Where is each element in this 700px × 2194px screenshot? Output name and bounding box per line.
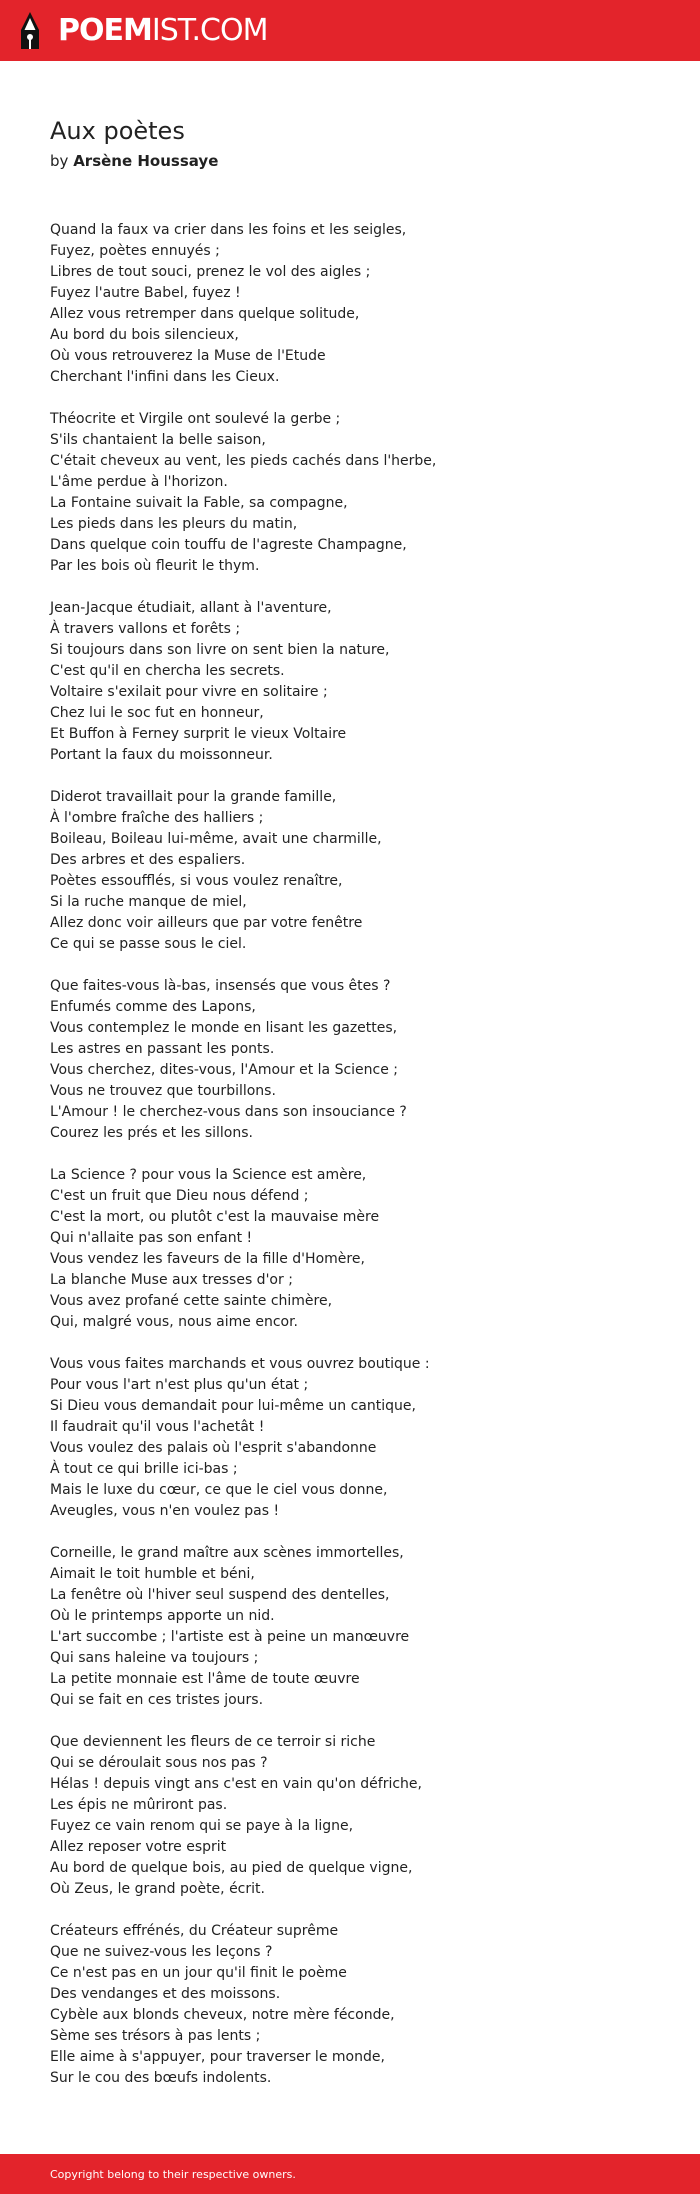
poem-line: Si Dieu vous demandait pour lui-même un cantique, xyxy=(50,1398,416,1414)
poem-line: Vous cherchez, dites-vous, l'Amour et la Science ; xyxy=(50,1062,399,1078)
site-logo-link[interactable] xyxy=(16,10,267,52)
poem-line: L'art succombe ; l'artiste est à peine un manœuvre xyxy=(50,1629,410,1645)
poem-line: Elle aime à s'appuyer, pour traverser le monde, xyxy=(50,2049,385,2065)
poem-stanza xyxy=(50,1354,650,1522)
poem-body xyxy=(50,220,650,2089)
poem-stanza xyxy=(50,598,650,766)
logo-light-text: IST.COM xyxy=(151,13,268,48)
poem-line: Chez lui le soc fut en honneur, xyxy=(50,705,264,721)
poem-line: Enfumés comme des Lapons, xyxy=(50,999,256,1015)
poem-line: Cybèle aux blonds cheveux, notre mère féconde, xyxy=(50,2007,395,2023)
poem-line: Des vendanges et des moissons. xyxy=(50,1986,281,2002)
poem-line: C'est qu'il en chercha les secrets. xyxy=(50,663,285,679)
poem-line: Qui sans haleine va toujours ; xyxy=(50,1650,259,1666)
poem-line: Diderot travaillait pour la grande famille, xyxy=(50,789,337,805)
poem-line: Des arbres et des espaliers. xyxy=(50,852,246,868)
poem-line: Boileau, Boileau lui-même, avait une charmille, xyxy=(50,831,382,847)
poem-line: Aimait le toit humble et béni, xyxy=(50,1566,255,1582)
poem-line: Qui, malgré vous, nous aime encor. xyxy=(50,1314,299,1330)
poem-content xyxy=(50,112,650,2110)
poem-line: Aveugles, vous n'en voulez pas ! xyxy=(50,1503,280,1519)
poem-line: Vous vendez les faveurs de la fille d'Homère, xyxy=(50,1251,365,1267)
poem-line: C'est la mort, ou plutôt c'est la mauvaise mère xyxy=(50,1209,380,1225)
poem-line: Mais le luxe du cœur, ce que le ciel vous donne, xyxy=(50,1482,388,1498)
poem-line: La Science ? pour vous la Science est amère, xyxy=(50,1167,367,1183)
poem-line: La petite monnaie est l'âme de toute œuvre xyxy=(50,1671,360,1687)
poem-line: Fuyez ce vain renom qui se paye à la ligne, xyxy=(50,1818,354,1834)
poem-line: Corneille, le grand maître aux scènes immortelles, xyxy=(50,1545,404,1561)
poem-line: À l'ombre fraîche des halliers ; xyxy=(50,810,264,826)
poem-line: Vous voulez des palais où l'esprit s'abandonne xyxy=(50,1440,377,1456)
poem-line: Jean-Jacque étudiait, allant à l'aventure, xyxy=(50,600,332,616)
poem-line: L'âme perdue à l'horizon. xyxy=(50,474,228,490)
poem-line: Théocrite et Virgile ont soulevé la gerbe ; xyxy=(50,411,341,427)
poem-line: Allez donc voir ailleurs que par votre fenêtre xyxy=(50,915,363,931)
poem-line: L'Amour ! le cherchez-vous dans son insouciance ? xyxy=(50,1104,407,1120)
poem-stanza xyxy=(50,1732,650,1900)
poem-stanza xyxy=(50,1543,650,1711)
poem-line: Fuyez l'autre Babel, fuyez ! xyxy=(50,285,241,301)
poem-author: Arsène Houssaye xyxy=(73,152,219,170)
poem-line: Sème ses trésors à pas lents ; xyxy=(50,2028,261,2044)
poem-line: Dans quelque coin touffu de l'agreste Champagne, xyxy=(50,537,407,553)
poem-line: Vous contemplez le monde en lisant les gazettes, xyxy=(50,1020,398,1036)
poem-line: La fenêtre où l'hiver seul suspend des dentelles, xyxy=(50,1587,390,1603)
poem-line: Vous vous faites marchands et vous ouvrez boutique : xyxy=(50,1356,430,1372)
poem-line: Cherchant l'infini dans les Cieux. xyxy=(50,369,280,385)
poem-line: Où vous retrouverez la Muse de l'Etude xyxy=(50,348,326,364)
poem-title: Aux poètes xyxy=(50,117,185,145)
poem-line: Portant la faux du moissonneur. xyxy=(50,747,273,763)
site-footer xyxy=(0,2154,700,2194)
poem-line: Au bord du bois silencieux, xyxy=(50,327,239,343)
poem-line: Que deviennent les fleurs de ce terroir si riche xyxy=(50,1734,376,1750)
poem-line: À travers vallons et forêts ; xyxy=(50,621,241,637)
poem-line: Ce qui se passe sous le ciel. xyxy=(50,936,247,952)
poem-line: Courez les prés et les sillons. xyxy=(50,1125,253,1141)
poem-stanza xyxy=(50,1165,650,1333)
logo-bold-text: POEM xyxy=(58,13,152,48)
poem-stanza xyxy=(50,1921,650,2089)
poem-stanza xyxy=(50,976,650,1144)
poem-stanza xyxy=(50,787,650,955)
poem-line: Vous ne trouvez que tourbillons. xyxy=(50,1083,276,1099)
poem-line: Qui se déroulait sous nos pas ? xyxy=(50,1755,268,1771)
poem-line: Où Zeus, le grand poète, écrit. xyxy=(50,1881,265,1897)
poem-line: Et Buffon à Ferney surprit le vieux Voltaire xyxy=(50,726,347,742)
poem-line: Ce n'est pas en un jour qu'il finit le poème xyxy=(50,1965,347,1981)
poem-line: Si toujours dans son livre on sent bien la nature, xyxy=(50,642,390,658)
poem-line: Il faudrait qu'il vous l'achetât ! xyxy=(50,1419,265,1435)
by-label: by xyxy=(50,152,69,170)
poem-line: Que faites-vous là-bas, insensés que vous êtes ? xyxy=(50,978,391,994)
poem-line: Les épis ne mûriront pas. xyxy=(50,1797,228,1813)
poem-byline xyxy=(50,150,650,172)
poem-line: Sur le cou des bœufs indolents. xyxy=(50,2070,272,2086)
poem-line: La Fontaine suivait la Fable, sa compagne, xyxy=(50,495,348,511)
poem-stanza xyxy=(50,409,650,577)
poem-line: Où le printemps apporte un nid. xyxy=(50,1608,275,1624)
poem-line: Que ne suivez-vous les leçons ? xyxy=(50,1944,273,1960)
site-header xyxy=(0,0,700,61)
poem-line: Créateurs effrénés, du Créateur suprême xyxy=(50,1923,339,1939)
poem-line: C'est un fruit que Dieu nous défend ; xyxy=(50,1188,309,1204)
poem-line: Allez vous retremper dans quelque solitude, xyxy=(50,306,360,322)
poem-line: Pour vous l'art n'est plus qu'un état ; xyxy=(50,1377,309,1393)
site-logo-text xyxy=(58,13,268,48)
poem-line: Qui n'allaite pas son enfant ! xyxy=(50,1230,253,1246)
poem-line: La blanche Muse aux tresses d'or ; xyxy=(50,1272,293,1288)
poem-line: Quand la faux va crier dans les foins et les seigles, xyxy=(50,222,407,238)
poem-line: Fuyez, poètes ennuyés ; xyxy=(50,243,220,259)
copyright-text: Copyright belong to their respective owners. xyxy=(50,2168,296,2181)
poem-line: C'était cheveux au vent, les pieds cachés dans l'herbe, xyxy=(50,453,437,469)
poem-line: Vous avez profané cette sainte chimère, xyxy=(50,1293,333,1309)
poem-line: Au bord de quelque bois, au pied de quelque vigne, xyxy=(50,1860,413,1876)
poem-line: Libres de tout souci, prenez le vol des aigles ; xyxy=(50,264,371,280)
pen-nib-icon xyxy=(16,11,44,51)
poem-line: Hélas ! depuis vingt ans c'est en vain qu'on défriche, xyxy=(50,1776,422,1792)
poem-line: À tout ce qui brille ici-bas ; xyxy=(50,1461,238,1477)
poem-line: Les pieds dans les pleurs du matin, xyxy=(50,516,298,532)
poem-line: Voltaire s'exilait pour vivre en solitaire ; xyxy=(50,684,328,700)
poem-stanza xyxy=(50,220,650,388)
poem-line: Qui se fait en ces tristes jours. xyxy=(50,1692,264,1708)
poem-line: Si la ruche manque de miel, xyxy=(50,894,247,910)
poem-line: Allez reposer votre esprit xyxy=(50,1839,227,1855)
poem-line: Les astres en passant les ponts. xyxy=(50,1041,275,1057)
poem-line: S'ils chantaient la belle saison, xyxy=(50,432,266,448)
poem-line: Poètes essoufflés, si vous voulez renaître, xyxy=(50,873,343,889)
poem-line: Par les bois où fleurit le thym. xyxy=(50,558,260,574)
